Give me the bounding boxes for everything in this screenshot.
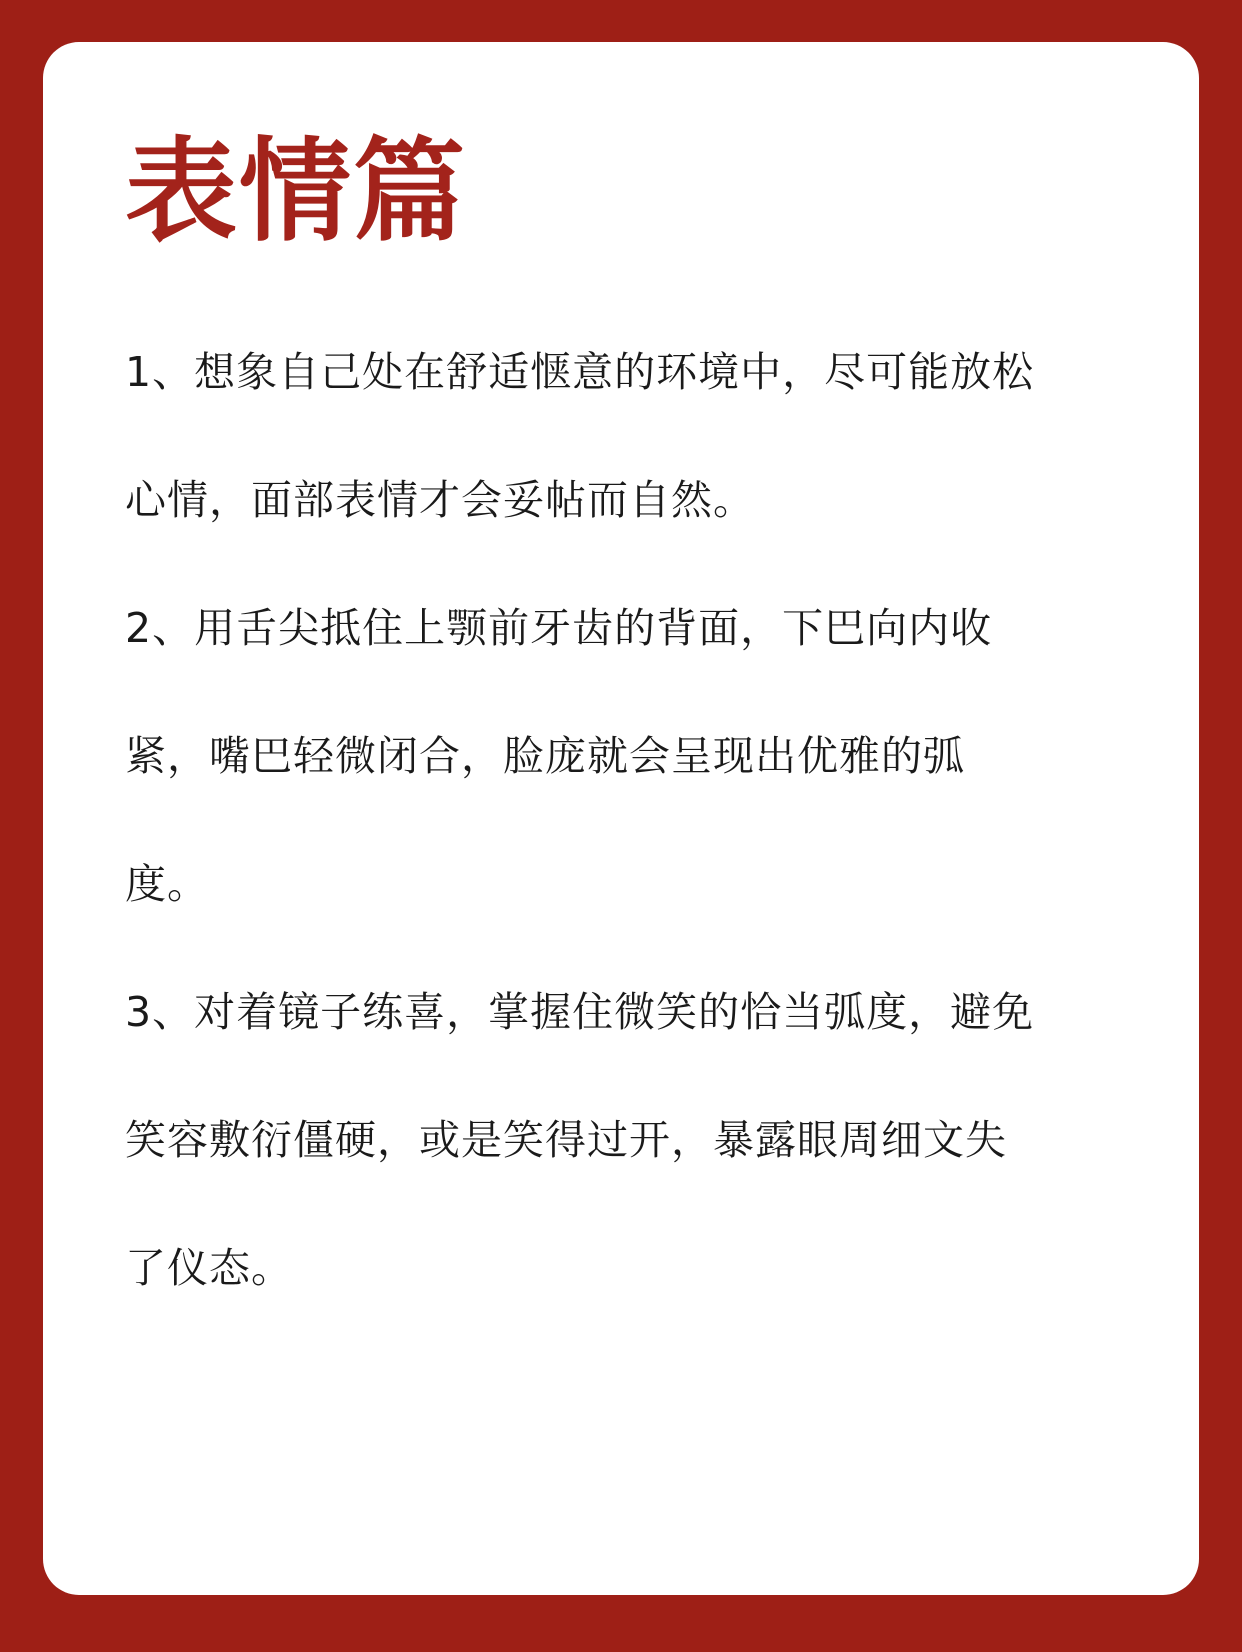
content-card	[43, 42, 1199, 1595]
tip-3-line-1: 3、对着镜子练喜，掌握住微笑的恰当弧度，避免	[125, 988, 1035, 1036]
tip-3-line-2: 笑容敷衍僵硬，或是笑得过开，暴露眼周细文失	[125, 1116, 1007, 1164]
tip-1-line-1: 1、想象自己处在舒适惬意的环境中，尽可能放松	[125, 348, 1035, 396]
page-title: 表情篇	[125, 127, 467, 257]
tip-paragraph-3	[125, 948, 1145, 1332]
tip-2-line-1: 2、用舌尖抵住上颚前牙齿的背面，下巴向内收	[125, 604, 993, 652]
tips-list	[125, 308, 1145, 1332]
tip-2-line-3: 度。	[125, 860, 209, 908]
tip-3-line-3: 了仪态。	[125, 1244, 293, 1292]
tip-2-line-2: 紧，嘴巴轻微闭合，脸庞就会呈现出优雅的弧	[125, 732, 965, 780]
tip-paragraph-1	[125, 308, 1145, 564]
tip-paragraph-2	[125, 564, 1145, 948]
tip-1-line-2: 心情，面部表情才会妥帖而自然。	[125, 476, 755, 524]
